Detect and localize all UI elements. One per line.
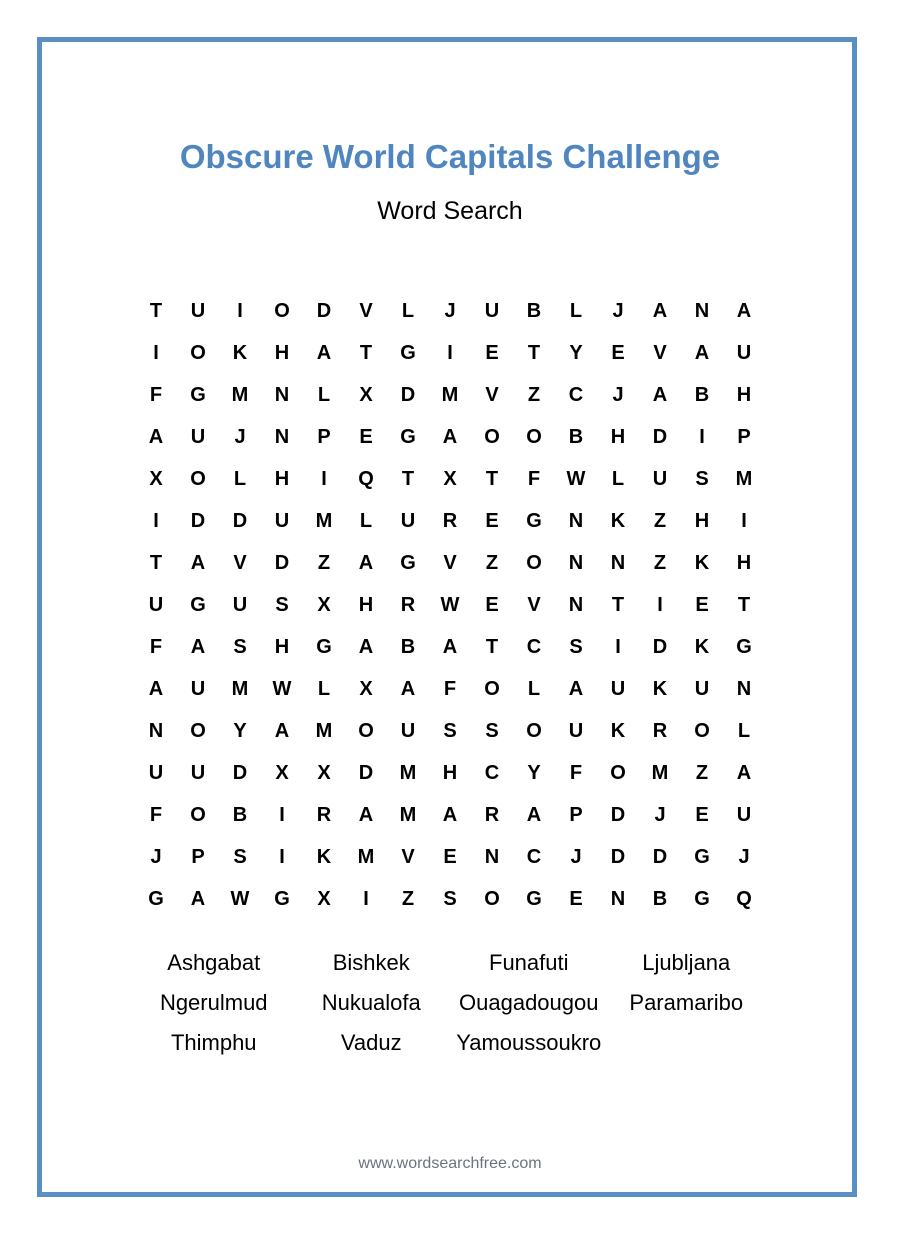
grid-cell: B bbox=[694, 383, 710, 406]
grid-cell: E bbox=[359, 425, 373, 448]
grid-cell: A bbox=[736, 761, 752, 784]
grid-cell: I bbox=[699, 425, 705, 448]
grid-cell: O bbox=[484, 677, 500, 700]
grid-cell: D bbox=[232, 509, 248, 532]
grid-cell: K bbox=[694, 551, 710, 574]
grid-cell: A bbox=[694, 341, 710, 364]
grid-cell: V bbox=[485, 383, 499, 406]
grid-cell: G bbox=[526, 887, 542, 910]
grid-cell: U bbox=[148, 761, 164, 784]
grid-cell: M bbox=[231, 383, 249, 406]
grid-cell: M bbox=[231, 677, 249, 700]
grid-cell: N bbox=[568, 551, 584, 574]
grid-cell: D bbox=[232, 761, 248, 784]
word-list-item: Nukualofa bbox=[321, 990, 421, 1015]
grid-cell: X bbox=[317, 887, 331, 910]
grid-cell: F bbox=[443, 677, 457, 700]
grid-cell: T bbox=[359, 341, 373, 364]
grid-cell: N bbox=[274, 425, 290, 448]
grid-cell: G bbox=[190, 593, 206, 616]
grid-cell: O bbox=[358, 719, 374, 742]
grid-cell: H bbox=[274, 635, 290, 658]
grid-cell: E bbox=[569, 887, 583, 910]
word-list-item: Bishkek bbox=[332, 950, 410, 975]
grid-cell: D bbox=[652, 425, 668, 448]
grid-cell: O bbox=[274, 299, 290, 322]
grid-cell: J bbox=[150, 845, 162, 868]
page-subtitle: Word Search bbox=[377, 197, 523, 225]
grid-cell: I bbox=[741, 509, 747, 532]
word-list-item: Ouagadougou bbox=[459, 990, 599, 1015]
grid-cell: H bbox=[736, 551, 752, 574]
grid-cell: F bbox=[149, 383, 163, 406]
grid-cell: T bbox=[149, 299, 163, 322]
grid-cell: A bbox=[400, 677, 416, 700]
grid-cell: V bbox=[443, 551, 457, 574]
grid-cell: Q bbox=[358, 467, 374, 490]
grid-cell: S bbox=[443, 887, 457, 910]
grid-cell: O bbox=[484, 887, 500, 910]
grid-cell: B bbox=[400, 635, 416, 658]
grid-cell: G bbox=[400, 551, 416, 574]
grid-cell: X bbox=[359, 383, 373, 406]
grid-cell: J bbox=[654, 803, 666, 826]
grid-cell: U bbox=[400, 719, 416, 742]
grid-cell: T bbox=[149, 551, 163, 574]
grid-cell: Z bbox=[401, 887, 415, 910]
grid-cell: K bbox=[316, 845, 332, 868]
grid-cell: I bbox=[615, 635, 621, 658]
grid-cell: O bbox=[190, 803, 206, 826]
grid-cell: I bbox=[153, 509, 159, 532]
grid-cell: E bbox=[485, 509, 499, 532]
grid-cell: A bbox=[190, 635, 206, 658]
grid-cell: J bbox=[444, 299, 456, 322]
grid-cell: U bbox=[694, 677, 710, 700]
grid-cell: U bbox=[568, 719, 584, 742]
grid-cell: A bbox=[148, 425, 164, 448]
grid-cell: J bbox=[612, 383, 624, 406]
grid-cell: X bbox=[317, 593, 331, 616]
grid-cell: H bbox=[442, 761, 458, 784]
word-list-item: Yamoussoukro bbox=[456, 1030, 602, 1055]
grid-cell: L bbox=[611, 467, 625, 490]
grid-cell: E bbox=[695, 803, 709, 826]
grid-cell: B bbox=[526, 299, 542, 322]
grid-cell: V bbox=[527, 593, 541, 616]
grid-cell: D bbox=[358, 761, 374, 784]
grid-cell: N bbox=[694, 299, 710, 322]
grid-cell: A bbox=[652, 383, 668, 406]
grid-cell: I bbox=[321, 467, 327, 490]
grid-cell: T bbox=[401, 467, 415, 490]
grid-cell: E bbox=[443, 845, 457, 868]
grid-cell: L bbox=[233, 467, 247, 490]
word-list-item: Ashgabat bbox=[167, 950, 261, 975]
grid-cell: V bbox=[359, 299, 373, 322]
grid-cell: C bbox=[568, 383, 584, 406]
grid-cell: B bbox=[652, 887, 668, 910]
grid-cell: K bbox=[652, 677, 668, 700]
grid-cell: V bbox=[401, 845, 415, 868]
grid-cell: M bbox=[651, 761, 669, 784]
grid-cell: A bbox=[568, 677, 584, 700]
grid-cell: L bbox=[527, 677, 541, 700]
grid-cell: O bbox=[484, 425, 500, 448]
grid-cell: A bbox=[526, 803, 542, 826]
grid-cell: J bbox=[612, 299, 624, 322]
grid-cell: R bbox=[316, 803, 332, 826]
grid-cell: M bbox=[315, 719, 333, 742]
word-list-item: Ngerulmud bbox=[159, 990, 268, 1015]
grid-cell: G bbox=[526, 509, 542, 532]
grid-cell: U bbox=[190, 425, 206, 448]
grid-cell: A bbox=[358, 551, 374, 574]
grid-cell: U bbox=[190, 677, 206, 700]
grid-cell: G bbox=[316, 635, 332, 658]
grid-cell: W bbox=[272, 677, 292, 700]
grid-cell: L bbox=[569, 299, 583, 322]
grid-cell: G bbox=[694, 887, 710, 910]
grid-cell: A bbox=[652, 299, 668, 322]
page-title: Obscure World Capitals Challenge bbox=[179, 138, 721, 175]
grid-cell: K bbox=[694, 635, 710, 658]
grid-cell: T bbox=[527, 341, 541, 364]
grid-cell: H bbox=[610, 425, 626, 448]
grid-cell: C bbox=[526, 635, 542, 658]
grid-cell: E bbox=[611, 341, 625, 364]
grid-cell: R bbox=[484, 803, 500, 826]
grid-cell: H bbox=[694, 509, 710, 532]
grid-cell: D bbox=[274, 551, 290, 574]
grid-cell: D bbox=[652, 845, 668, 868]
grid-cell: T bbox=[611, 593, 625, 616]
word-list-item: Funafuti bbox=[489, 950, 569, 975]
grid-cell: G bbox=[274, 887, 290, 910]
grid-cell: S bbox=[275, 593, 289, 616]
grid-cell: D bbox=[316, 299, 332, 322]
grid-cell: I bbox=[447, 341, 453, 364]
grid-cell: A bbox=[442, 803, 458, 826]
grid-cell: E bbox=[485, 341, 499, 364]
grid-cell: Z bbox=[317, 551, 331, 574]
grid-cell: D bbox=[400, 383, 416, 406]
grid-cell: A bbox=[358, 635, 374, 658]
grid-cell: P bbox=[737, 425, 751, 448]
grid-cell: O bbox=[526, 425, 542, 448]
grid-cell: S bbox=[443, 719, 457, 742]
grid-cell: F bbox=[149, 803, 163, 826]
grid-cell: P bbox=[191, 845, 205, 868]
grid-cell: B bbox=[232, 803, 248, 826]
grid-cell: O bbox=[526, 551, 542, 574]
grid-cell: A bbox=[148, 677, 164, 700]
grid-cell: G bbox=[148, 887, 164, 910]
grid-cell: K bbox=[610, 719, 626, 742]
grid-cell: V bbox=[233, 551, 247, 574]
grid-cell: N bbox=[148, 719, 164, 742]
grid-cell: W bbox=[566, 467, 586, 490]
grid-cell: G bbox=[190, 383, 206, 406]
grid-cell: G bbox=[400, 425, 416, 448]
grid-cell: Z bbox=[695, 761, 709, 784]
grid-cell: Y bbox=[527, 761, 541, 784]
grid-cell: Y bbox=[233, 719, 247, 742]
grid-cell: K bbox=[232, 341, 248, 364]
grid-cell: L bbox=[317, 677, 331, 700]
grid-cell: V bbox=[653, 341, 667, 364]
word-list bbox=[135, 943, 765, 1063]
grid-cell: C bbox=[526, 845, 542, 868]
grid-cell: D bbox=[610, 803, 626, 826]
grid-cell: W bbox=[230, 887, 250, 910]
grid-cell: T bbox=[737, 593, 751, 616]
grid-cell: P bbox=[569, 803, 583, 826]
grid-cell: N bbox=[484, 845, 500, 868]
word-list-item: Vaduz bbox=[340, 1030, 402, 1055]
grid-cell: O bbox=[190, 719, 206, 742]
grid-cell: S bbox=[695, 467, 709, 490]
grid-cell: U bbox=[190, 299, 206, 322]
grid-cell: G bbox=[736, 635, 752, 658]
grid-cell: E bbox=[485, 593, 499, 616]
grid-cell: W bbox=[440, 593, 460, 616]
grid-cell: L bbox=[401, 299, 415, 322]
grid-cell: X bbox=[359, 677, 373, 700]
grid-cell: D bbox=[610, 845, 626, 868]
grid-cell: D bbox=[652, 635, 668, 658]
grid-cell: M bbox=[399, 803, 417, 826]
grid-cell: A bbox=[442, 635, 458, 658]
grid-cell: S bbox=[569, 635, 583, 658]
grid-cell: U bbox=[736, 341, 752, 364]
grid-cell: U bbox=[610, 677, 626, 700]
grid-cell: M bbox=[441, 383, 459, 406]
grid-cell: I bbox=[279, 803, 285, 826]
grid-cell: U bbox=[190, 761, 206, 784]
grid-cell: I bbox=[363, 887, 369, 910]
grid-cell: M bbox=[357, 845, 375, 868]
grid-cell: C bbox=[484, 761, 500, 784]
grid-cell: U bbox=[232, 593, 248, 616]
grid-cell: P bbox=[317, 425, 331, 448]
grid-cell: N bbox=[610, 551, 626, 574]
grid-cell: H bbox=[274, 467, 290, 490]
grid-cell: X bbox=[317, 761, 331, 784]
grid-cell: S bbox=[233, 845, 247, 868]
grid-cell: G bbox=[400, 341, 416, 364]
grid-cell: S bbox=[233, 635, 247, 658]
grid-cell: U bbox=[484, 299, 500, 322]
grid-cell: X bbox=[443, 467, 457, 490]
grid-cell: A bbox=[190, 887, 206, 910]
grid-cell: B bbox=[568, 425, 584, 448]
grid-cell: J bbox=[234, 425, 246, 448]
grid-cell: D bbox=[190, 509, 206, 532]
grid-cell: F bbox=[149, 635, 163, 658]
grid-cell: U bbox=[400, 509, 416, 532]
grid-cell: J bbox=[738, 845, 750, 868]
grid-cell: F bbox=[527, 467, 541, 490]
grid-cell: Z bbox=[653, 551, 667, 574]
grid-cell: J bbox=[570, 845, 582, 868]
grid-cell: M bbox=[315, 509, 333, 532]
grid-cell: Z bbox=[527, 383, 541, 406]
grid-cell: L bbox=[317, 383, 331, 406]
grid-cell: O bbox=[526, 719, 542, 742]
grid-cell: G bbox=[694, 845, 710, 868]
word-list-item: Thimphu bbox=[170, 1030, 257, 1055]
grid-cell: T bbox=[485, 635, 499, 658]
grid-cell: H bbox=[736, 383, 752, 406]
grid-cell: U bbox=[148, 593, 164, 616]
grid-cell: R bbox=[652, 719, 668, 742]
grid-cell: A bbox=[358, 803, 374, 826]
grid-cell: Z bbox=[653, 509, 667, 532]
footer-url: www.wordsearchfree.com bbox=[358, 1155, 542, 1172]
grid-cell: Q bbox=[736, 887, 752, 910]
letter-grid bbox=[135, 290, 765, 920]
grid-cell: E bbox=[695, 593, 709, 616]
grid-cell: I bbox=[237, 299, 243, 322]
grid-cell: O bbox=[190, 341, 206, 364]
grid-cell: U bbox=[652, 467, 668, 490]
grid-cell: Y bbox=[569, 341, 583, 364]
grid-cell: X bbox=[149, 467, 163, 490]
grid-cell: K bbox=[610, 509, 626, 532]
grid-cell: M bbox=[399, 761, 417, 784]
grid-cell: F bbox=[569, 761, 583, 784]
grid-cell: H bbox=[358, 593, 374, 616]
word-list-item: Paramaribo bbox=[629, 990, 744, 1015]
grid-cell: L bbox=[737, 719, 751, 742]
grid-cell: A bbox=[316, 341, 332, 364]
grid-cell: N bbox=[274, 383, 290, 406]
grid-cell: A bbox=[190, 551, 206, 574]
grid-cell: O bbox=[694, 719, 710, 742]
grid-cell: O bbox=[190, 467, 206, 490]
grid-cell: N bbox=[568, 593, 584, 616]
grid-cell: X bbox=[275, 761, 289, 784]
word-list-item: Ljubljana bbox=[642, 950, 731, 975]
grid-cell: I bbox=[153, 341, 159, 364]
grid-cell: H bbox=[274, 341, 290, 364]
grid-cell: R bbox=[442, 509, 458, 532]
grid-cell: A bbox=[736, 299, 752, 322]
grid-cell: T bbox=[485, 467, 499, 490]
grid-cell: I bbox=[279, 845, 285, 868]
grid-cell: U bbox=[736, 803, 752, 826]
grid-cell: I bbox=[657, 593, 663, 616]
grid-cell: M bbox=[735, 467, 753, 490]
grid-cell: L bbox=[359, 509, 373, 532]
grid-cell: A bbox=[274, 719, 290, 742]
grid-cell: A bbox=[442, 425, 458, 448]
grid-cell: R bbox=[400, 593, 416, 616]
grid-cell: N bbox=[736, 677, 752, 700]
grid-cell: Z bbox=[485, 551, 499, 574]
grid-cell: N bbox=[610, 887, 626, 910]
grid-cell: N bbox=[568, 509, 584, 532]
grid-cell: U bbox=[274, 509, 290, 532]
grid-cell: O bbox=[610, 761, 626, 784]
grid-cell: S bbox=[485, 719, 499, 742]
